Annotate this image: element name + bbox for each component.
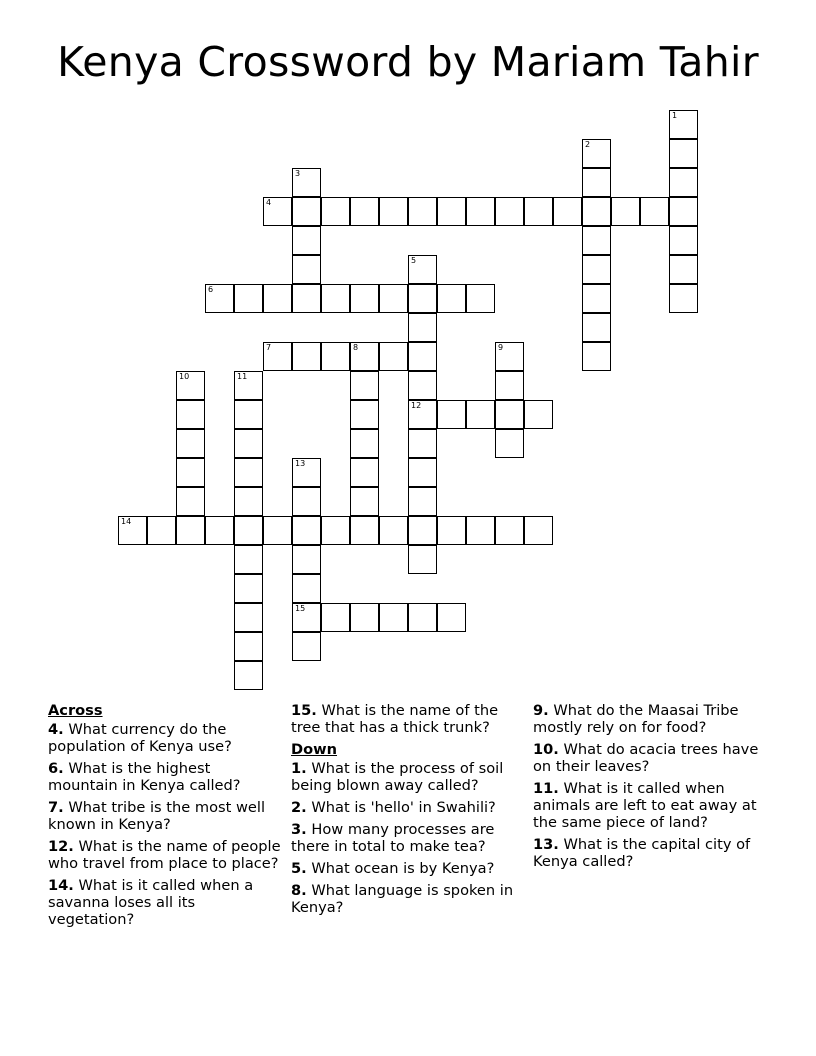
clue-number: 13 <box>295 459 306 468</box>
across-heading: Across <box>48 702 103 719</box>
crossword-cell[interactable] <box>234 545 263 574</box>
crossword-cell[interactable] <box>466 400 495 429</box>
crossword-cell[interactable] <box>408 284 437 313</box>
crossword-cell[interactable] <box>263 516 292 545</box>
clue-across-7: 7. What tribe is the most well known in Kenya? <box>48 799 266 833</box>
clue-number: 7 <box>266 343 272 352</box>
clue-number: 9 <box>498 343 504 352</box>
crossword-cell[interactable] <box>379 516 408 545</box>
clue-number: 3 <box>295 169 301 178</box>
crossword-cell[interactable] <box>234 574 263 603</box>
crossword-cell[interactable] <box>234 661 263 690</box>
crossword-cell[interactable] <box>379 342 408 371</box>
crossword-cell[interactable] <box>176 371 205 400</box>
clue-down-9: 9. What do the Maasai Tribe mostly rely on for food? <box>533 702 739 736</box>
clues-column-2 <box>291 702 527 921</box>
crossword-cell[interactable] <box>379 197 408 226</box>
crossword-cell[interactable] <box>466 197 495 226</box>
crossword-cell[interactable] <box>350 429 379 458</box>
crossword-cell[interactable] <box>437 197 466 226</box>
crossword-cell[interactable] <box>437 516 466 545</box>
crossword-cell[interactable] <box>495 516 524 545</box>
crossword-cell[interactable] <box>408 516 437 545</box>
clue-number: 2 <box>585 140 591 149</box>
crossword-cell[interactable] <box>205 284 234 313</box>
crossword-cell[interactable] <box>234 458 263 487</box>
clue-number: 12 <box>411 401 422 410</box>
clue-number: 11 <box>237 372 248 381</box>
crossword-cell[interactable] <box>292 516 321 545</box>
crossword-cell[interactable] <box>234 516 263 545</box>
crossword-cell[interactable] <box>524 197 553 226</box>
crossword-cell[interactable] <box>234 429 263 458</box>
crossword-cell[interactable] <box>495 342 524 371</box>
clues-column-1 <box>48 702 284 933</box>
crossword-cell[interactable] <box>234 284 263 313</box>
crossword-cell[interactable] <box>321 342 350 371</box>
crossword-cell[interactable] <box>205 516 234 545</box>
crossword-cell[interactable] <box>611 197 640 226</box>
crossword-cell[interactable] <box>669 197 698 226</box>
clue-down-5: 5. What ocean is by Kenya? <box>291 860 495 877</box>
crossword-cell[interactable] <box>263 197 292 226</box>
clue-number: 4 <box>266 198 272 207</box>
clue-number: 6 <box>208 285 214 294</box>
crossword-cell[interactable] <box>408 603 437 632</box>
clue-across-14: 14. What is it called when a savanna loses all its vegetation? <box>48 877 254 928</box>
crossword-cell[interactable] <box>495 400 524 429</box>
crossword-cell[interactable] <box>118 516 147 545</box>
crossword-cell[interactable] <box>176 458 205 487</box>
clue-down-10: 10. What do acacia trees have on their leaves? <box>533 741 759 775</box>
crossword-cell[interactable] <box>582 168 611 197</box>
clue-across-6: 6. What is the highest mountain in Kenya called? <box>48 760 241 794</box>
crossword-cell[interactable] <box>234 371 263 400</box>
clue-down-3: 3. How many processes are there in total to make tea? <box>291 821 495 855</box>
crossword-cell[interactable] <box>350 603 379 632</box>
crossword-cell[interactable] <box>321 516 350 545</box>
crossword-cell[interactable] <box>495 371 524 400</box>
crossword-cell[interactable] <box>147 516 176 545</box>
clues-column-3 <box>533 702 769 875</box>
crossword-cell[interactable] <box>495 429 524 458</box>
crossword-cell[interactable] <box>466 284 495 313</box>
crossword-cell[interactable] <box>408 313 437 342</box>
crossword-cell[interactable] <box>292 197 321 226</box>
crossword-cell[interactable] <box>176 516 205 545</box>
clue-number: 1 <box>672 111 678 120</box>
clue-across-12: 12. What is the name of people who travel from place to place? <box>48 838 281 872</box>
crossword-cell[interactable] <box>292 255 321 284</box>
crossword-cell[interactable] <box>582 197 611 226</box>
crossword-cell[interactable] <box>669 255 698 284</box>
clue-number: 5 <box>411 256 417 265</box>
crossword-cell[interactable] <box>408 429 437 458</box>
crossword-cell[interactable] <box>234 603 263 632</box>
crossword-cell[interactable] <box>408 400 437 429</box>
crossword-cell[interactable] <box>234 632 263 661</box>
crossword-cell[interactable] <box>263 342 292 371</box>
clue-number: 15 <box>295 604 306 613</box>
crossword-cell[interactable] <box>350 371 379 400</box>
crossword-cell[interactable] <box>292 545 321 574</box>
crossword-cell[interactable] <box>582 284 611 313</box>
crossword-cell[interactable] <box>321 603 350 632</box>
crossword-cell[interactable] <box>669 168 698 197</box>
clue-down-2: 2. What is 'hello' in Swahili? <box>291 799 496 816</box>
crossword-cell[interactable] <box>234 487 263 516</box>
crossword-cell[interactable] <box>408 487 437 516</box>
crossword-cell[interactable] <box>669 284 698 313</box>
crossword-cell[interactable] <box>292 284 321 313</box>
crossword-cell[interactable] <box>640 197 669 226</box>
clue-number: 8 <box>353 343 359 352</box>
crossword-cell[interactable] <box>437 603 466 632</box>
crossword-cell[interactable] <box>292 574 321 603</box>
crossword-cell[interactable] <box>408 371 437 400</box>
crossword-cell[interactable] <box>408 342 437 371</box>
crossword-cell[interactable] <box>553 197 582 226</box>
crossword-cell[interactable] <box>292 487 321 516</box>
crossword-cell[interactable] <box>582 139 611 168</box>
crossword-cell[interactable] <box>350 342 379 371</box>
crossword-cell[interactable] <box>408 255 437 284</box>
crossword-cell[interactable] <box>292 458 321 487</box>
clue-number: 10 <box>179 372 190 381</box>
crossword-cell[interactable] <box>350 400 379 429</box>
crossword-cell[interactable] <box>495 197 524 226</box>
crossword-cell[interactable] <box>669 226 698 255</box>
crossword-cell[interactable] <box>524 400 553 429</box>
crossword-cell[interactable] <box>350 458 379 487</box>
page-title: Kenya Crossword by Mariam Tahir <box>57 38 759 86</box>
clue-across-15: 15. What is the name of the tree that has a thick trunk? <box>291 702 499 736</box>
crossword-cell[interactable] <box>582 255 611 284</box>
crossword-cell[interactable] <box>350 197 379 226</box>
crossword-cell[interactable] <box>321 284 350 313</box>
crossword-cell[interactable] <box>582 226 611 255</box>
clue-down-13: 13. What is the capital city of Kenya called? <box>533 836 751 870</box>
clue-down-11: 11. What is it called when animals are left to eat away at the same piece of land? <box>533 780 757 831</box>
crossword-cell[interactable] <box>292 603 321 632</box>
crossword-cell[interactable] <box>176 487 205 516</box>
crossword-cell[interactable] <box>292 342 321 371</box>
crossword-cell[interactable] <box>669 139 698 168</box>
crossword-cell[interactable] <box>234 400 263 429</box>
crossword-cell[interactable] <box>408 545 437 574</box>
crossword-cell[interactable] <box>350 487 379 516</box>
crossword-cell[interactable] <box>292 168 321 197</box>
crossword-cell[interactable] <box>437 284 466 313</box>
crossword-cell[interactable] <box>292 632 321 661</box>
crossword-cell[interactable] <box>176 429 205 458</box>
crossword-cell[interactable] <box>582 313 611 342</box>
crossword-cell[interactable] <box>408 197 437 226</box>
crossword-cell[interactable] <box>350 284 379 313</box>
crossword-cell[interactable] <box>379 284 408 313</box>
clue-number: 14 <box>121 517 132 526</box>
crossword-cell[interactable] <box>437 400 466 429</box>
down-heading: Down <box>291 741 338 758</box>
clue-down-8: 8. What language is spoken in Kenya? <box>291 882 514 916</box>
crossword-cell[interactable] <box>321 197 350 226</box>
crossword-cell[interactable] <box>408 458 437 487</box>
crossword-cell[interactable] <box>379 603 408 632</box>
crossword-cell[interactable] <box>524 516 553 545</box>
clue-down-1: 1. What is the process of soil being blown away called? <box>291 760 504 794</box>
crossword-cell[interactable] <box>263 284 292 313</box>
crossword-cell[interactable] <box>292 226 321 255</box>
crossword-cell[interactable] <box>582 342 611 371</box>
clue-across-4: 4. What currency do the population of Kenya use? <box>48 721 232 755</box>
crossword-cell[interactable] <box>350 516 379 545</box>
crossword-cell[interactable] <box>669 110 698 139</box>
crossword-cell[interactable] <box>176 400 205 429</box>
crossword-cell[interactable] <box>466 516 495 545</box>
